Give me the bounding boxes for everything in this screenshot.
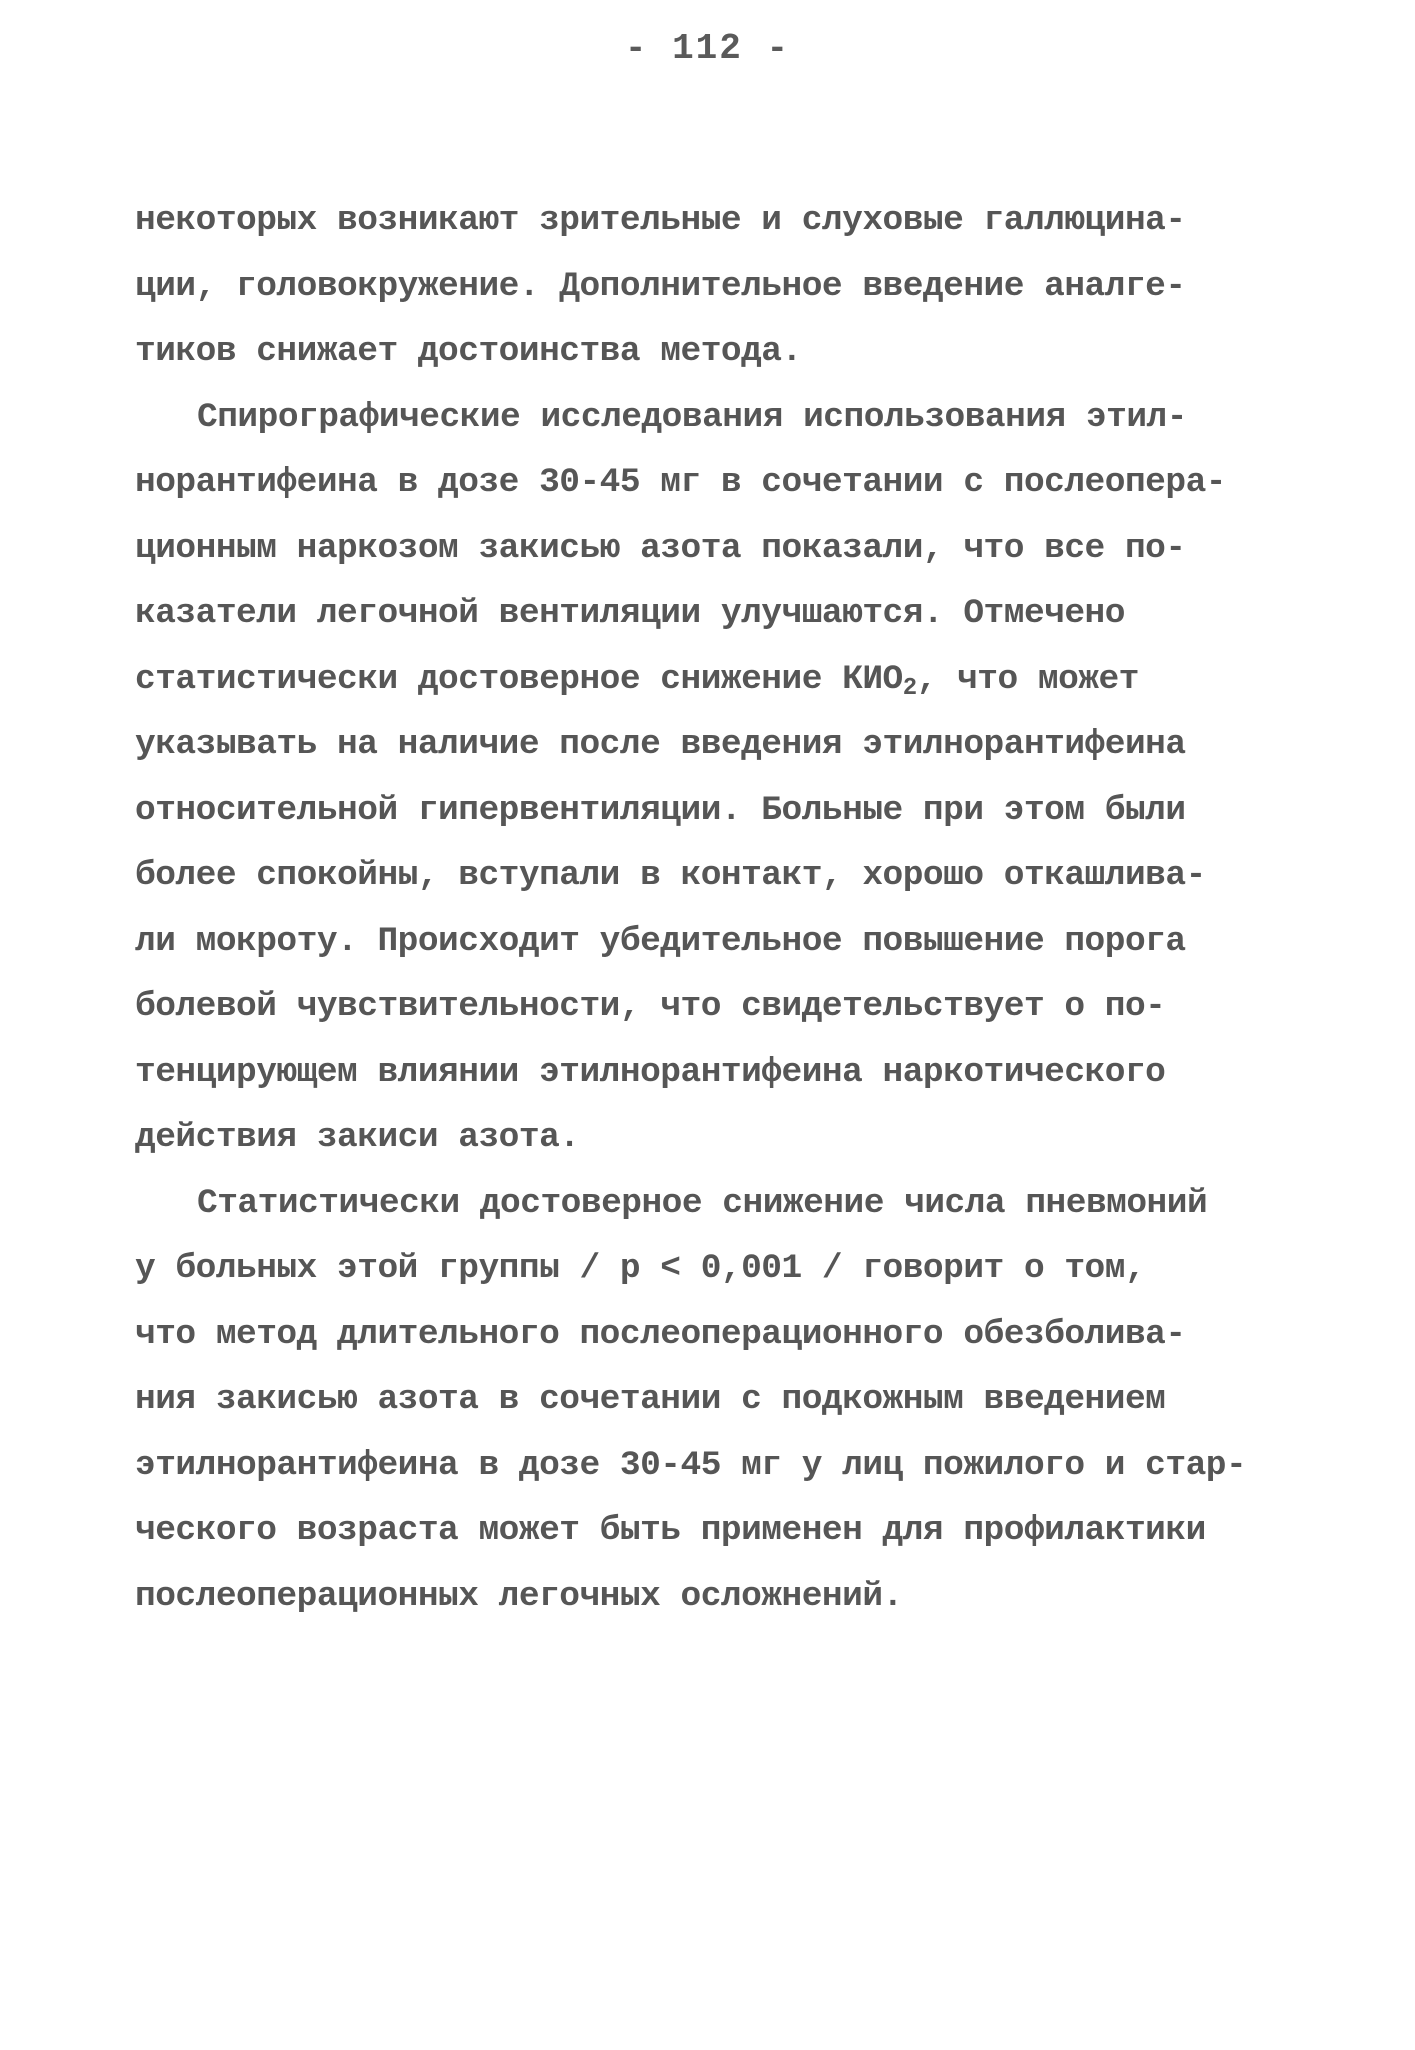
text-line: ли мокроту. Происходит убедительное повышение порога bbox=[135, 921, 1186, 961]
subscript: 2 bbox=[902, 674, 917, 702]
page-number: - 112 - bbox=[624, 28, 791, 69]
text-line: что метод длительного послеоперационного обезболива- bbox=[135, 1314, 1186, 1354]
text-line: Спирографические исследования использования этил- bbox=[197, 397, 1187, 437]
text-line: ционным наркозом закисью азота показали, что все по- bbox=[135, 528, 1186, 568]
text-line: более спокойны, вступали в контакт, хорошо откашлива- bbox=[135, 856, 1206, 895]
body-text bbox=[135, 188, 1330, 1629]
text-line: ния закисью азота в сочетании с подкожным введением bbox=[135, 1380, 1166, 1419]
text-line: болевой чувствительности, что свидетельствует о по- bbox=[135, 987, 1166, 1026]
text-line: Статистически достоверное снижение числа пневмоний bbox=[197, 1183, 1208, 1223]
text-line: некоторых возникают зрительные и слуховые галлюцина- bbox=[135, 201, 1186, 240]
text-segment: статистически достоверное снижение КИО bbox=[135, 659, 903, 699]
text-line: тиков снижает достоинства метода. bbox=[135, 332, 802, 371]
text-line: послеоперационных легочных осложнений. bbox=[135, 1576, 903, 1616]
text-line: этилнорантифеина в дозе 30-45 мг у лиц пожилого и стар- bbox=[135, 1445, 1247, 1485]
text-segment: , что может bbox=[916, 659, 1139, 699]
text-line: казатели легочной вентиляции улучшаются. Отмечено bbox=[135, 594, 1125, 633]
text-line: тенцирующем влиянии этилнорантифеина наркотического bbox=[135, 1052, 1166, 1092]
text-line: ции, головокружение. Дополнительное введение аналге- bbox=[135, 266, 1186, 306]
text-line: ческого возраста может быть применен для профилактики bbox=[135, 1511, 1206, 1550]
text-line: действия закиси азота. bbox=[135, 1118, 580, 1157]
text-line: указывать на наличие после введения этилнорантифеина bbox=[135, 725, 1186, 764]
text-line: относительной гипервентиляции. Больные при этом были bbox=[135, 790, 1186, 830]
text-line-with-subscript bbox=[135, 647, 1330, 713]
text-line: у больных этой группы / р < 0,001 / говорит о том, bbox=[135, 1249, 1146, 1288]
text-line: норантифеина в дозе 30-45 мг в сочетании с послеопера- bbox=[135, 463, 1226, 502]
